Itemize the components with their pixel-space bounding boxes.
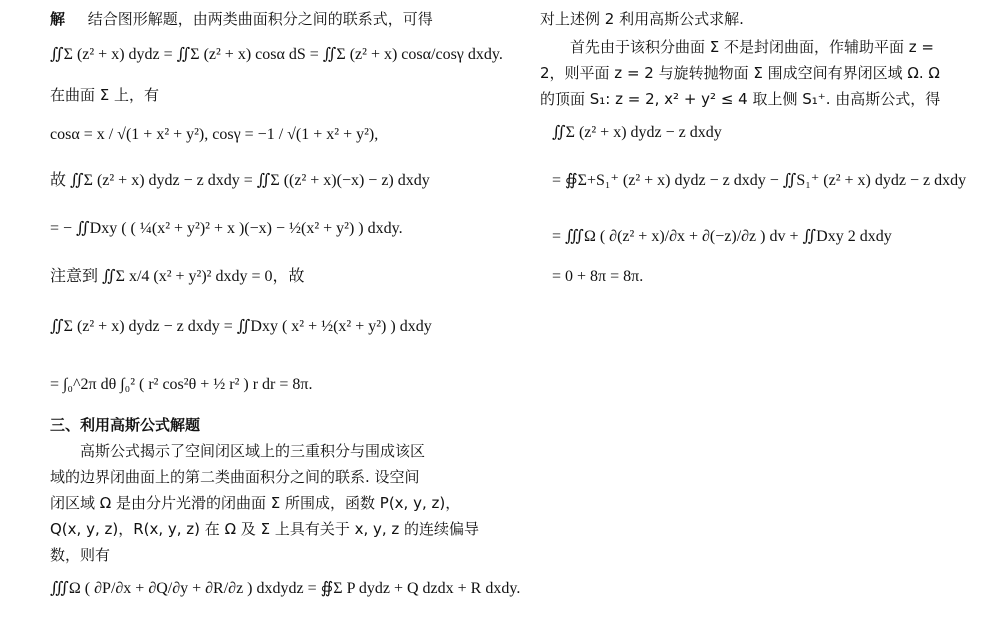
solution-intro: [50, 8, 433, 30]
solution-label: 解: [50, 10, 66, 28]
equation-line: ∬Σ (z² + x) dydz − z dxdy = ∬Dxy ( x² + ½(x² + y²) ) dxdy: [50, 318, 432, 335]
paragraph-line: 2，则平面 z = 2 与旋转抛物面 Σ 围成空间有界闭区域 Ω. Ω: [540, 64, 940, 82]
equation-line: 故 ∬Σ (z² + x) dydz − z dxdy = ∬Σ ((z² + x)(−x) − z) dxdy: [50, 172, 430, 189]
paragraph-line: 闭区域 Ω 是由分片光滑的闭曲面 Σ 所围成，函数 P(x, y, z)，: [50, 494, 461, 512]
paragraph-line: 的顶面 S₁: z = 2, x² + y² ≤ 4 取上侧 S₁⁺. 由高斯公式，得: [540, 90, 941, 108]
equation-line: 注意到 ∬Σ x/4 (x² + y²)² dxdy = 0，故: [50, 268, 305, 285]
equation-line: ∬Σ (z² + x) dydz = ∬Σ (z² + x) cosα dS = ∬Σ (z² + x) cosα/cosγ dxdy.: [50, 46, 503, 63]
paragraph-line: 高斯公式揭示了空间闭区域上的三重积分与围成该区: [80, 442, 426, 460]
equation-line: = ∫₀^2π dθ ∫₀² ( r² cos²θ + ½ r² ) r dr = 8π.: [50, 376, 313, 393]
paragraph-line: 对上述例 2 利用高斯公式求解.: [540, 10, 744, 28]
section-heading: 三、利用高斯公式解题: [50, 416, 201, 434]
equation-line: = − ∬Dxy ( ( ¼(x² + y²)² + x )(−x) − ½(x² + y²) ) dxdy.: [50, 220, 403, 237]
gauss-formula: ∭Ω ( ∂P/∂x + ∂Q/∂y + ∂R/∂z ) dxdydz = ∯Σ P dydz + Q dzdx + R dxdy.: [50, 580, 521, 597]
paragraph-line: Q(x, y, z)，R(x, y, z) 在 Ω 及 Σ 上具有关于 x, y, z 的连续偏导: [50, 520, 480, 538]
text-line: 在曲面 Σ 上，有: [50, 86, 160, 104]
paragraph-line: 数，则有: [50, 546, 111, 564]
equation-line: = 0 + 8π = 8π.: [552, 268, 644, 285]
solution-intro-text: 结合图形解题，由两类曲面积分之间的联系式，可得: [87, 10, 433, 28]
equation-line: cosα = x / √(1 + x² + y²), cosγ = −1 / √(1 + x² + y²),: [50, 126, 379, 143]
equation-line: ∬Σ (z² + x) dydz − z dxdy: [552, 124, 722, 141]
paragraph-line: 首先由于该积分曲面 Σ 不是封闭曲面，作辅助平面 z =: [570, 38, 934, 56]
paragraph-line: 域的边界闭曲面上的第二类曲面积分之间的联系. 设空间: [50, 468, 420, 486]
equation-line: = ∯Σ+S₁⁺ (z² + x) dydz − z dxdy − ∬S₁⁺ (z² + x) dydz − z dxdy: [552, 172, 967, 189]
equation-line: = ∭Ω ( ∂(z² + x)/∂x + ∂(−z)/∂z ) dv + ∬Dxy 2 dxdy: [552, 228, 892, 245]
